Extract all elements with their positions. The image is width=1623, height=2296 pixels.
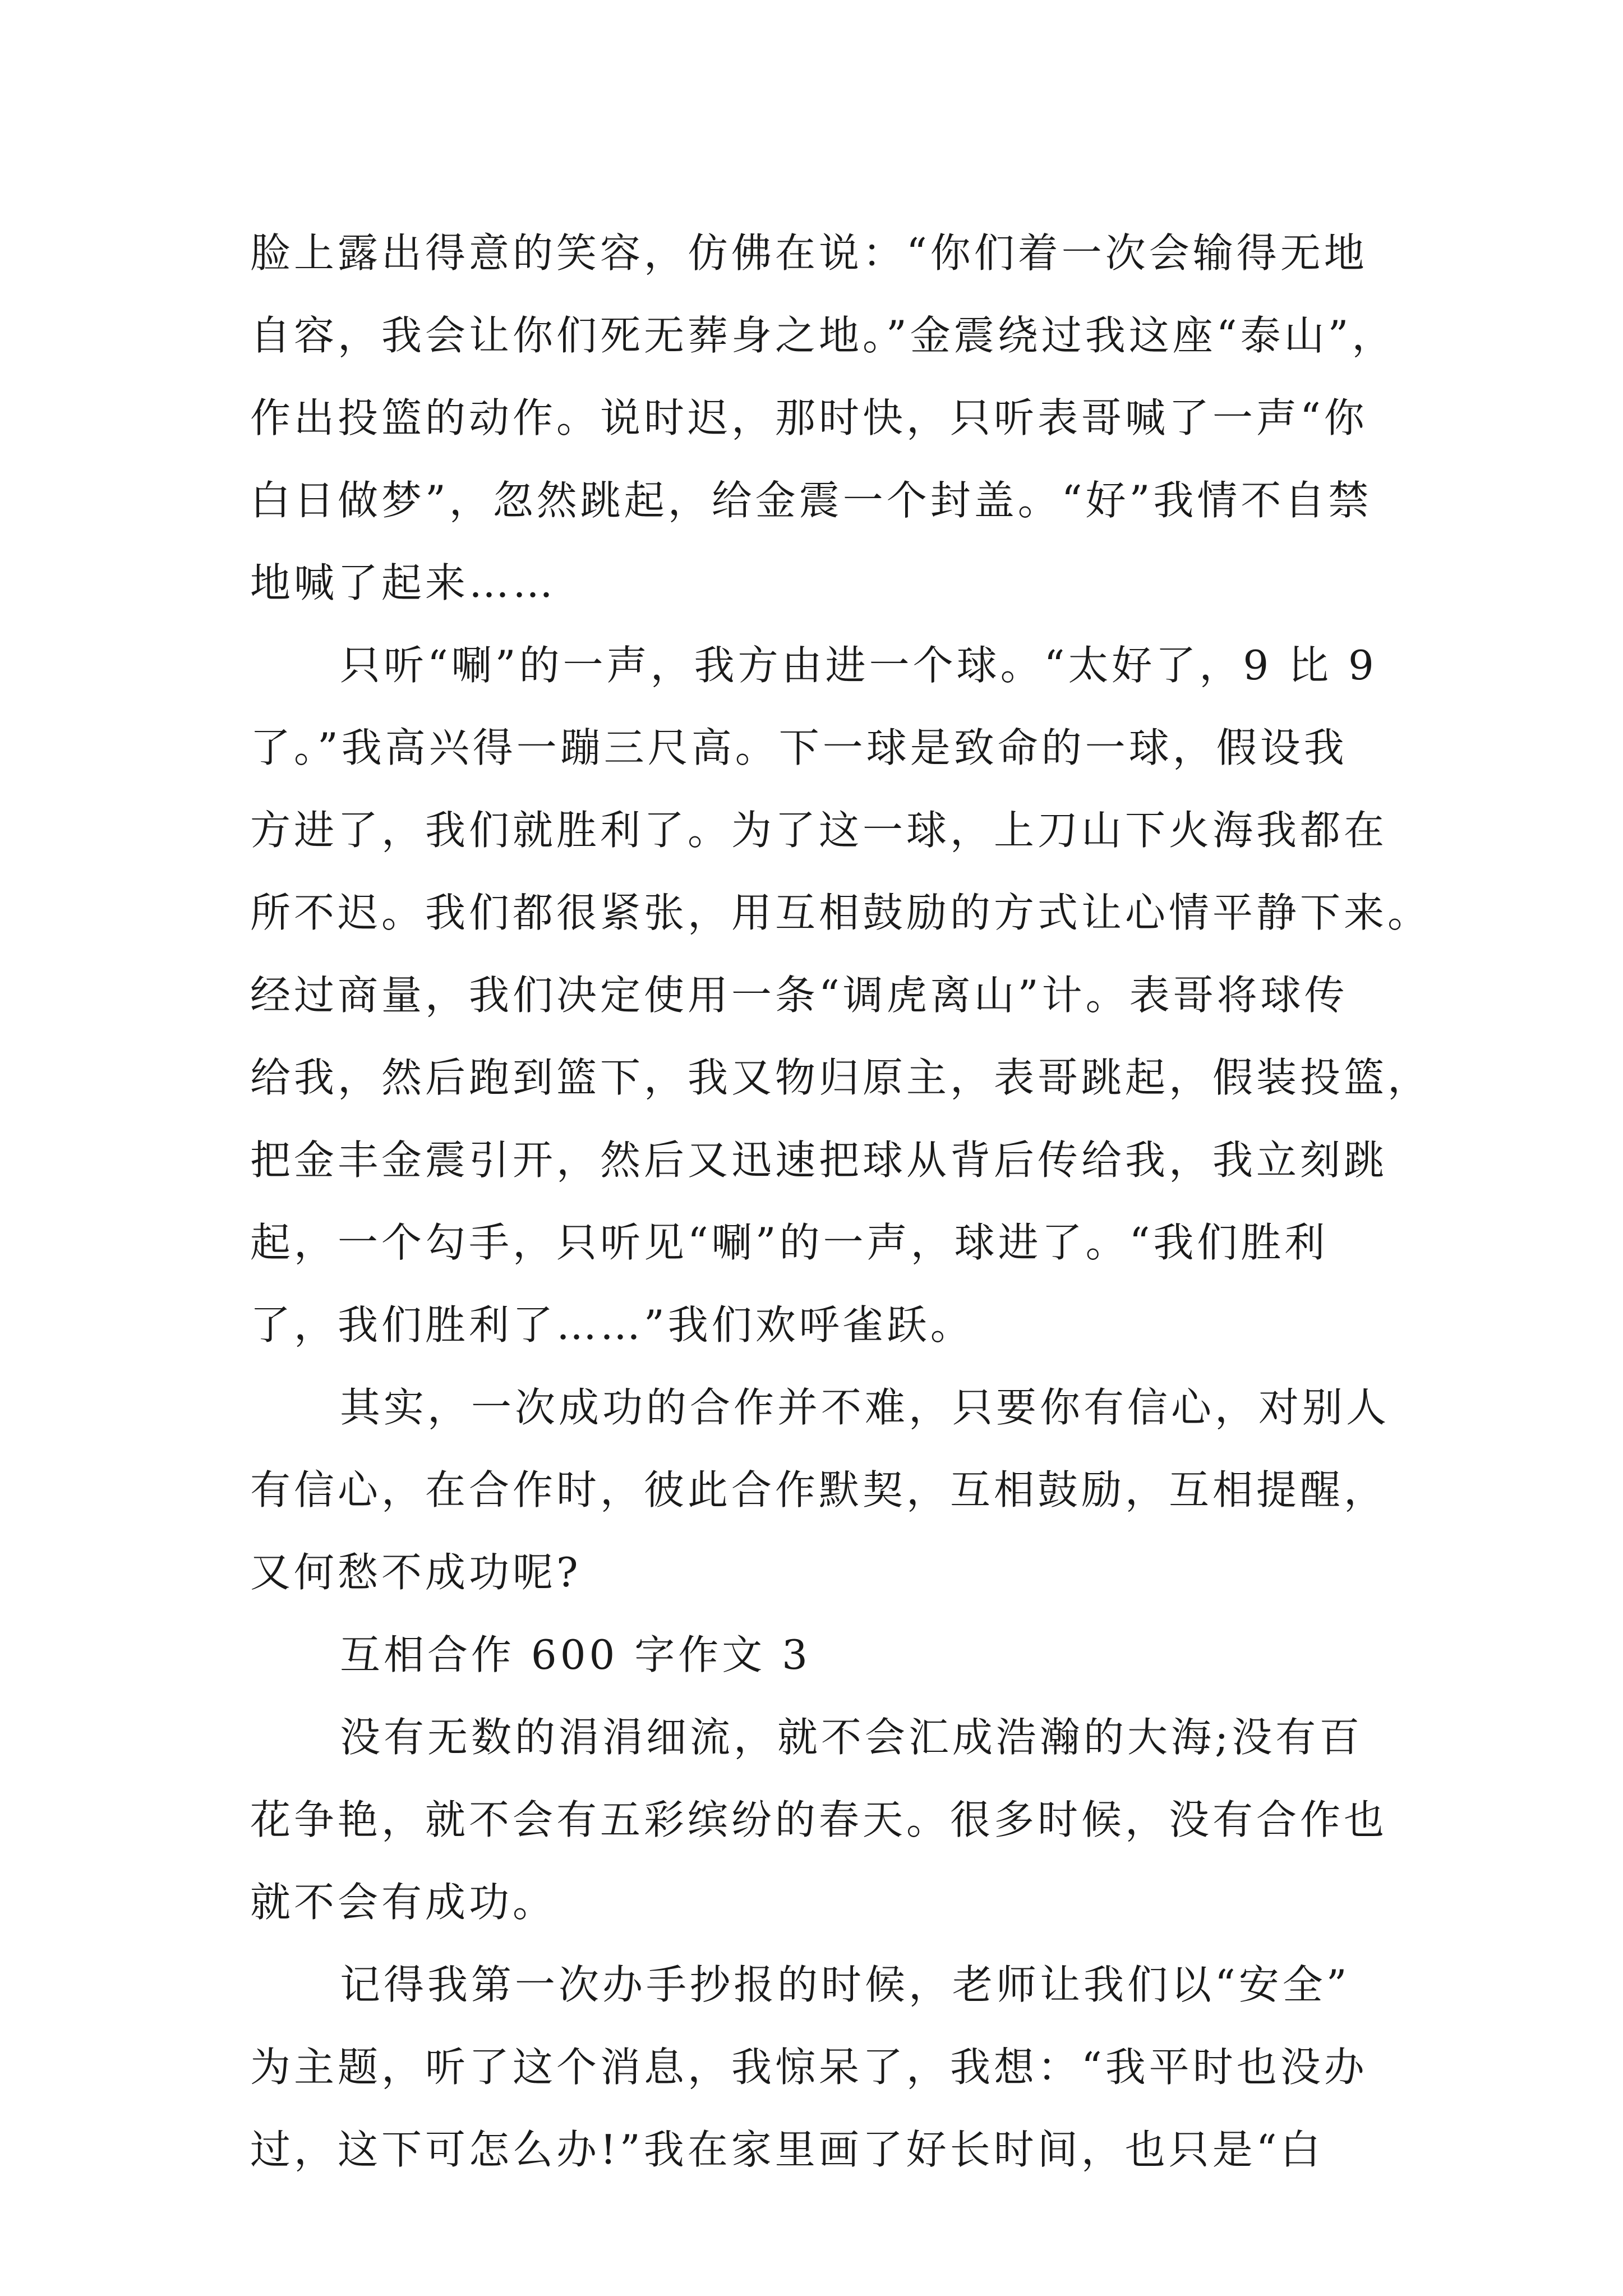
text-line: 有信心，在合作时，彼此合作默契，互相鼓励，互相提醒，	[250, 1466, 1388, 1513]
paragraph-start-line: 记得我第一次办手抄报的时候，老师让我们以“安全”	[340, 1961, 1350, 2008]
text-line: 把金丰金震引开，然后又迅速把球从背后传给我，我立刻跳	[250, 1137, 1388, 1184]
section-heading: 互相合作 600 字作文 3	[340, 1631, 811, 1678]
paragraph-start-line: 只听“唰”的一声，我方由进一个球。“太好了，9 比 9	[340, 642, 1377, 689]
text-line: 作出投篮的动作。说时迟，那时快，只听表哥喊了一声“你	[250, 394, 1368, 441]
text-line: 又何愁不成功呢?	[250, 1549, 582, 1596]
text-line: 就不会有成功。	[250, 1879, 557, 1926]
text-line: 白日做梦”，忽然跳起，给金震一个封盖。“好”我情不自禁	[250, 477, 1372, 524]
text-line: 经过商量，我们决定使用一条“调虎离山”计。表哥将球传	[250, 972, 1348, 1019]
text-line: 地喊了起来……	[250, 559, 557, 606]
text-line: 自容，我会让你们死无葬身之地。”金震绕过我这座“泰山”，	[250, 312, 1396, 359]
text-line: 花争艳，就不会有五彩缤纷的春天。很多时候，没有合作也	[250, 1796, 1388, 1843]
text-line: 了，我们胜利了……”我们欢呼雀跃。	[250, 1301, 974, 1349]
text-line: 起，一个勾手，只听见“唰”的一声，球进了。“我们胜利	[250, 1219, 1329, 1266]
text-line: 了。”我高兴得一蹦三尺高。下一球是致命的一球，假设我	[250, 724, 1348, 771]
text-line: 过，这下可怎么办!”我在家里画了好长时间，也只是“白	[250, 2126, 1324, 2173]
text-line: 所不迟。我们都很紧张，用互相鼓励的方式让心情平静下来。	[250, 889, 1432, 936]
text-line: 脸上露出得意的笑容，仿佛在说：“你们着一次会输得无地	[250, 229, 1368, 277]
text-line: 给我，然后跑到篮下，我又物归原主，表哥跳起，假装投篮，	[250, 1054, 1432, 1101]
text-line: 为主题，听了这个消息，我惊呆了，我想：“我平时也没办	[250, 2044, 1368, 2091]
text-line: 方进了，我们就胜利了。为了这一球，上刀山下火海我都在	[250, 807, 1388, 854]
essay-body	[250, 212, 1432, 2191]
paragraph-start-line: 没有无数的涓涓细流，就不会汇成浩瀚的大海;没有百	[340, 1714, 1363, 1761]
paragraph-start-line: 其实，一次成功的合作并不难，只要你有信心，对别人	[340, 1384, 1390, 1431]
